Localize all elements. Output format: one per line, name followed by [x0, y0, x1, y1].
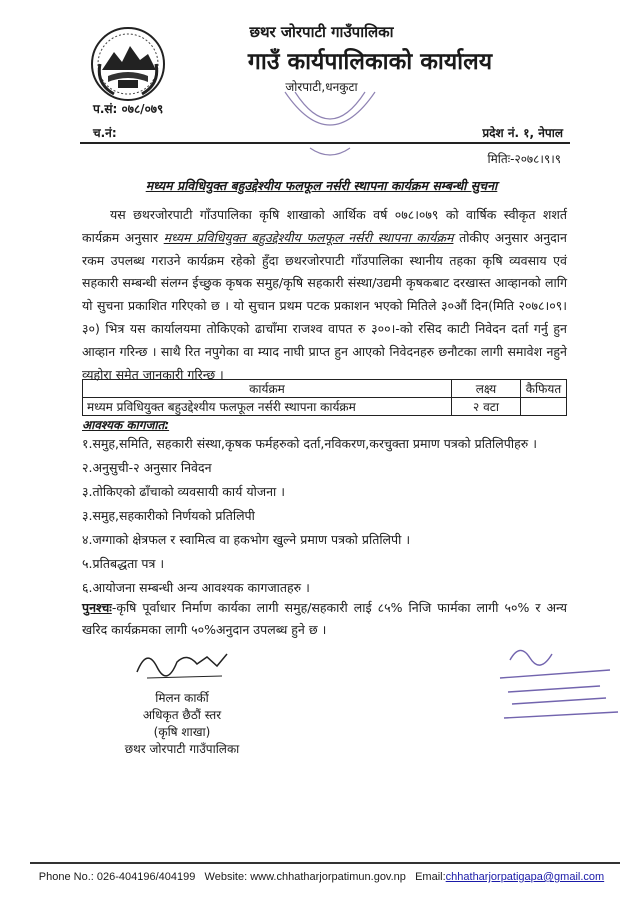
postscript-label: पुनश्चः — [82, 600, 112, 615]
municipality-name: छथर जोरपाटी गाउँपालिका — [249, 23, 394, 41]
requirement-item: ३.तोकिएको ढाँचाको व्यवसायी कार्य योजना । — [82, 484, 285, 499]
office-location: जोरपाटी,धनकुटा — [285, 80, 358, 94]
table-row — [83, 398, 567, 416]
table-header-row — [83, 380, 567, 398]
reference-number: प.सं: ०७८/०७९ — [93, 102, 164, 116]
footer-phone: Phone No.: 026-404196/404199 — [38, 871, 196, 883]
requirement-item: ४.जग्गाको क्षेत्रफल र स्वामित्व वा हकभोग खुल्ने प्रमाण पत्रको प्रतिलिपी । — [82, 532, 411, 547]
subject-line — [0, 177, 643, 194]
body-program-name: मध्यम प्रविधियुक्त बहुउद्देश्यीय फलफूल नर्सरी स्थापना कार्यक्रम — [163, 229, 454, 245]
office-stamp — [280, 88, 380, 168]
office-name: गाउँ कार्यपालिकाको कार्यालय — [247, 49, 493, 75]
handwritten-signature-left — [127, 642, 237, 682]
signature-block-left — [82, 648, 282, 758]
signatory-office-left: छथर जोरपाटी गाउँपालिका — [124, 742, 240, 756]
footer-divider — [30, 862, 620, 864]
table-header-target: लक्ष्य — [452, 380, 521, 398]
body-paragraph — [82, 204, 567, 386]
footer-website[interactable]: Website: www.chhatharjorpatimun.gov.np — [204, 871, 406, 883]
subject-text: मध्यम प्रविधियुक्त बहुउद्देश्यीय फलफूल नर्सरी स्थापना कार्यक्रम सम्बन्धी सुचना — [145, 178, 498, 193]
body-part-1: यस छथरजोरपाटी गाँउपालिका कृषि शाखाको आर्थिक वर्ष ०७८।०७९ को वार्षिक स्वीकृत शशर्त कार्यक्रम अनुसार — [82, 207, 567, 245]
requirement-item: ५.प्रतिबद्धता पत्र । — [82, 556, 165, 571]
letter-date: मितिः-२०७८।९।९ — [487, 152, 561, 166]
dispatch-number: च.नं: — [93, 126, 117, 140]
requirement-item: ३.समुह,सहकारीको निर्णयको प्रतिलिपी — [82, 508, 255, 523]
table-cell-program: मध्यम प्रविधियुक्त बहुउद्देश्यीय फलफूल नर्सरी स्थापना कार्यक्रम — [83, 398, 452, 416]
requirement-item: १.समुह,समिति, सहकारी संस्था,कृषक फर्महरुको दर्ता,नविकरण,करचुक्ता प्रमाण पत्रको प्रतिलिपीहरु । — [82, 436, 537, 451]
footer — [0, 871, 643, 883]
table-header-program: कार्यक्रम — [83, 380, 452, 398]
requirement-item: २.अनुसुची-२ अनुसार निवेदन — [82, 460, 212, 475]
signatory-name-left: मिलन कार्की — [155, 691, 209, 705]
requirement-item: ६.आयोजना सम्बन्धी अन्य आवश्यक कागजातहरु । — [82, 580, 310, 595]
signatory-designation-left: अधिकृत छैठौं स्तर — [142, 708, 222, 722]
table-cell-target: २ वटा — [452, 398, 521, 416]
postscript-note — [82, 597, 567, 641]
body-part-2: तोकीए अनुसार अनुदान रकम उपलब्ध गराउने कार्यक्रम रहेको हुँदा छथरजोरपाटी गाँउपालिका स्थानीय तहका कृषि व्यवसाय एवं सहकारी सम्बन्धी संलग्न ईच्छुक कृषक समुह/कृषि सहकारी संस्था/उद्यमी कृषकबाट दरखास्त आव्हानको लागि यो सुचना प्रकाशित गरिएको छ । यो सुचान प्रथम पटक प्रकाशन भएको मितिले ३०औं दिन(मिति २०७८।०९।३०) भित्र यस कार्यालयमा तोकिएको ढाचाँमा राजश्व वापत रु ३००।-को रसिद काटी निवेदन दर्ता गर्नु हुन आव्हान गरिन्छ । साथै रित नपुगेका वा म्याद नाघी प्राप्त हुन आएको निवेदनहरु छनौटका लागी समावेश नहुने व्यहोरा समेत जानकारी गरिन्छ । — [82, 229, 567, 382]
province-label: प्रदेश नं. १, नेपाल — [482, 126, 563, 140]
signature-stamp-right — [490, 640, 630, 730]
signatory-section-left: (कृषि शाखा) — [153, 725, 211, 739]
footer-email-label: Email: — [415, 871, 446, 883]
footer-email-link[interactable]: chhatharjorpatigapa@gmail.com — [445, 871, 605, 883]
table-header-remarks: कैफियत — [521, 380, 567, 398]
table-cell-remarks — [521, 398, 567, 416]
program-table — [82, 379, 567, 416]
postscript-text: -कृषि पूर्वाधार निर्माण कार्यका लागी समुह/सहकारी लाई ८५% निजि फार्मका लागी ५०% र अन्य खरिद कार्यक्रमका लागी ५०%अनुदान उपलब्ध हुने छ । — [82, 600, 567, 637]
requirements-title: आवश्यक कागजात: — [82, 418, 170, 432]
header-divider — [80, 142, 570, 144]
